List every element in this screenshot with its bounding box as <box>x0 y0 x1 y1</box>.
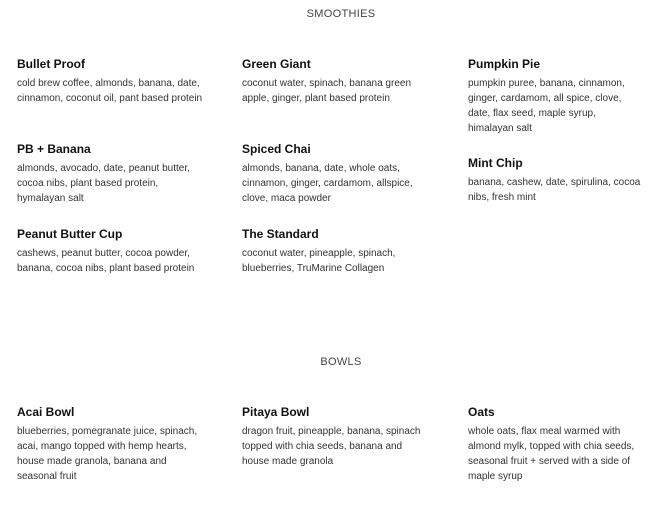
menu-item-mint-chip <box>468 156 643 205</box>
item-description: dragon fruit, pineapple, banana, spinach topped with chia seeds, banana and house made granola <box>242 426 421 467</box>
item-name: The Standard <box>242 227 319 241</box>
item-description: almonds, banana, date, whole oats, cinnamon, ginger, cardamom, allspice, clove, maca powder <box>242 163 413 204</box>
menu-item-pitaya-bowl <box>242 405 432 469</box>
item-description: coconut water, pineapple, spinach, blueberries, TruMarine Collagen <box>242 248 396 274</box>
item-description: almonds, avocado, date, peanut butter, cocoa nibs, plant based protein, hymalayan salt <box>17 163 190 204</box>
item-name: Pitaya Bowl <box>242 405 310 419</box>
item-name: Oats <box>468 405 495 419</box>
smoothies-heading: SMOOTHIES <box>306 8 376 20</box>
menu-item-oats <box>468 405 643 484</box>
item-description: coconut water, spinach, banana green apple, ginger, plant based protein <box>242 78 412 104</box>
item-description: pumpkin puree, banana, cinnamon, ginger, cardamom, all spice, clove, date, flax seed, maple syrup, himalayan salt <box>468 78 625 134</box>
item-name: Spiced Chai <box>242 142 311 156</box>
menu-item-bullet-proof <box>17 57 207 106</box>
item-name: Pumpkin Pie <box>468 57 541 71</box>
item-description: blueberries, pomegranate juice, spinach, acai, mango topped with hemp hearts, house made granola, banana and seasonal fruit <box>17 426 198 482</box>
item-name: Mint Chip <box>468 156 523 170</box>
item-description: banana, cashew, date, spirulina, cocoa nibs, fresh mint <box>468 177 641 203</box>
item-description: whole oats, flax meal warmed with almond mylk, topped with chia seeds, seasonal fruit + served with a side of maple syrup <box>468 426 635 482</box>
menu-item-spiced-chai <box>242 142 432 206</box>
item-name: Peanut Butter Cup <box>17 227 123 241</box>
item-description: cold brew coffee, almonds, banana, date, cinnamon, coconut oil, pant based protein <box>17 78 203 104</box>
item-description: cashews, peanut butter, cocoa powder, banana, cocoa nibs, plant based protein <box>17 248 195 274</box>
menu-item-pb-banana <box>17 142 207 206</box>
menu-item-pumpkin-pie <box>468 57 643 136</box>
menu-item-the-standard <box>242 227 432 276</box>
item-name: Bullet Proof <box>17 57 85 71</box>
bowls-heading: BOWLS <box>320 356 362 368</box>
menu-item-peanut-butter-cup <box>17 227 207 276</box>
menu-item-green-giant <box>242 57 432 106</box>
menu-item-acai-bowl <box>17 405 207 484</box>
item-name: Acai Bowl <box>17 405 75 419</box>
item-name: PB + Banana <box>17 142 91 156</box>
item-name: Green Giant <box>242 57 311 71</box>
